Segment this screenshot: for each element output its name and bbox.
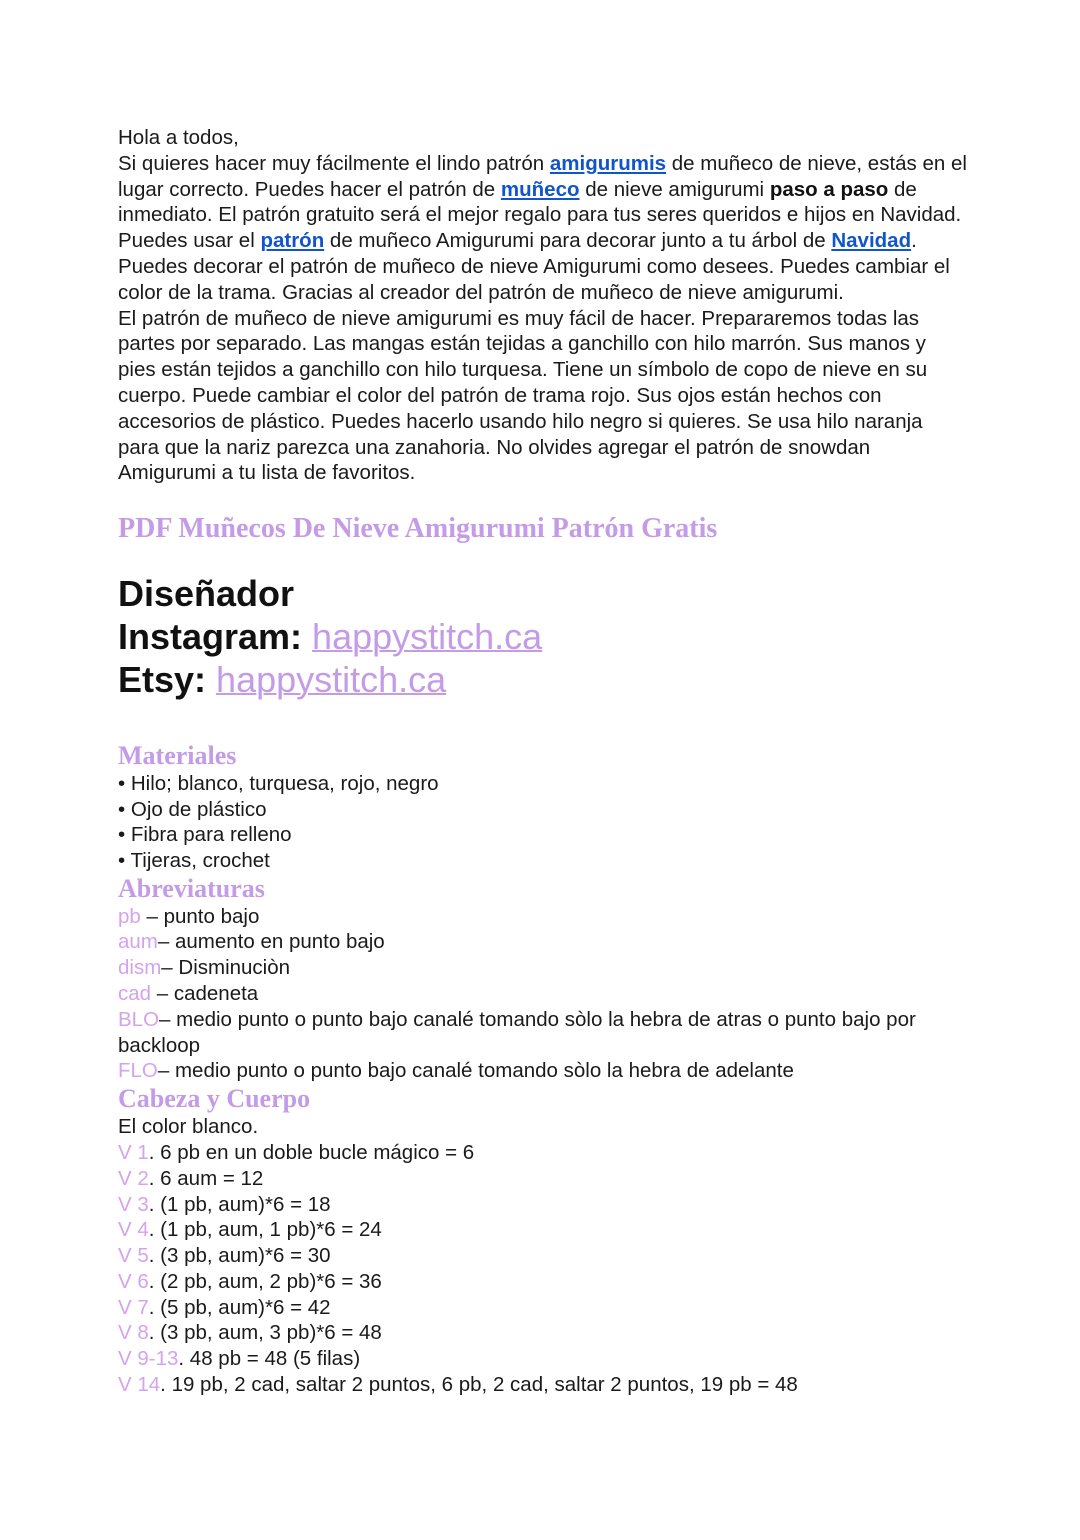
abbreviation-key: BLO [118,1007,160,1031]
etsy-row [118,658,968,701]
round-text: . (5 pb, aum)*6 = 42 [148,1295,331,1319]
materials-title: Materiales [118,741,237,771]
abbreviation-text: – punto bajo [140,904,260,928]
round-text: . 19 pb, 2 cad, saltar 2 puntos, 6 pb, 2 cad, saltar 2 puntos, 19 pb = 48 [160,1373,798,1397]
intro-text-e: de muñeco Amigurumi para decorar junto a tu árbol de [324,229,832,253]
round-key: V 1 [118,1140,149,1164]
round-text: . (1 pb, aum)*6 = 18 [148,1192,331,1216]
round-text: . 6 aum = 12 [148,1166,264,1190]
instagram-row [118,615,968,658]
material-item: • Fibra para relleno [118,823,292,847]
round-row [118,1166,968,1192]
round-key: V 6 [118,1269,149,1293]
material-item: • Tijeras, crochet [118,848,270,872]
instagram-link[interactable]: happystitch.ca [312,616,543,658]
abbreviation-key: dism [118,956,162,980]
link-patron[interactable]: patrón [260,229,325,253]
abbreviation-key: FLO [118,1059,158,1083]
head-body-rounds [118,1114,968,1398]
round-text: . 48 pb = 48 (5 filas) [178,1347,361,1371]
material-item: • Ojo de plástico [118,797,267,821]
intro-text-f: . Puedes decorar el patrón de muñeco de nieve Amigurumi como desees. Puedes cambiar el color de la trama. Gracias al creador del patrón de muñeco de nieve amigurumi. [118,229,950,304]
abbreviation-item [118,981,968,1007]
abbreviation-item [118,929,968,955]
bold-paso-a-paso: paso a paso [769,177,889,201]
round-key: V 8 [118,1321,149,1345]
abbreviation-text: – Disminuciòn [161,956,291,980]
intro-paragraph-2: El patrón de muñeco de nieve amigurumi es muy fácil de hacer. Prepararemos todas las partes por separado. Las mangas están tejidas a ganchillo con hilo marrón. Sus manos y pies están tejidos a ganchillo con hilo turquesa. Tiene un símbolo de copo de nieve en su cuerpo. Puede cambiar el color del patrón de trama rojo. Sus ojos están hechos con accesorios de plástico. Puedes hacerlo usando hilo negro si quieres. Se usa hilo naranja para que la nariz parezca una zanahoria. No olvides agregar el patrón de snowdan Amigurumi a tu lista de favoritos. [118,306,928,485]
round-text: . (3 pb, aum, 3 pb)*6 = 48 [148,1321,382,1345]
abbreviations-title: Abreviaturas [118,873,265,903]
round-row [118,1192,968,1218]
abbreviation-item [118,1007,968,1059]
etsy-label: Etsy: [118,659,217,701]
round-key: V 2 [118,1166,149,1190]
designer-block [118,572,968,701]
instagram-label: Instagram: [118,616,313,658]
color-note: El color blanco. [118,1115,259,1139]
round-text: . 6 pb en un doble bucle mágico = 6 [148,1140,475,1164]
abbreviation-text: – aumento en punto bajo [157,930,385,954]
head-body-title: Cabeza y Cuerpo [118,1084,311,1114]
abbreviation-key: aum [118,930,158,954]
intro-text-c: de nieve amigurumi [579,177,770,201]
document-content [118,125,968,1398]
round-key: V 4 [118,1218,149,1242]
round-key: V 9-13 [118,1347,179,1371]
intro-section [118,125,968,486]
round-text: . (1 pb, aum, 1 pb)*6 = 24 [148,1218,382,1242]
link-navidad[interactable]: Navidad [831,229,912,253]
round-row [118,1372,968,1398]
round-key: V 3 [118,1192,149,1216]
link-amigurumis[interactable]: amigurumis [549,151,667,175]
round-text: . (2 pb, aum, 2 pb)*6 = 36 [148,1269,382,1293]
round-text: . (3 pb, aum)*6 = 30 [148,1244,331,1268]
round-row [118,1295,968,1321]
round-row [118,1243,968,1269]
intro-text-d: de inmediato. El patrón gratuito será el mejor regalo para tus seres queridos e hijos en Navidad. Puedes usar el [118,177,962,253]
intro-paragraph-1 [118,151,968,306]
abbreviations-list [118,904,968,1085]
intro-text-b: de muñeco de nieve, estás en el lugar correcto. Puedes hacer el patrón de [118,151,967,201]
designer-heading: Diseñador [118,573,295,615]
link-muneco[interactable]: muñeco [500,177,580,201]
materials-list [118,771,968,873]
round-key: V 7 [118,1295,149,1319]
abbreviation-text: – medio punto o punto bajo canalé tomando sòlo la hebra de atras o punto bajo por backloop [118,1007,916,1057]
abbreviation-key: cad [118,981,152,1005]
abbreviation-item [118,955,968,981]
round-row [118,1217,968,1243]
abbreviation-key: pb [118,904,141,928]
round-key: V 5 [118,1244,149,1268]
round-row [118,1346,968,1372]
round-row [118,1320,968,1346]
intro-text-a: Si quieres hacer muy fácilmente el lindo patrón [118,151,550,175]
round-key: V 14 [118,1373,161,1397]
pdf-title: PDF Muñecos De Nieve Amigurumi Patrón Gratis [118,513,718,545]
greeting: Hola a todos, [118,126,239,149]
abbreviation-item [118,1058,968,1084]
material-item: • Hilo; blanco, turquesa, rojo, negro [118,772,439,796]
etsy-link[interactable]: happystitch.ca [216,659,447,701]
abbreviation-text: – cadeneta [151,981,259,1005]
round-row [118,1269,968,1295]
abbreviation-text: – medio punto o punto bajo canalé tomando sòlo la hebra de adelante [157,1059,794,1083]
round-row [118,1140,968,1166]
abbreviation-item [118,904,968,930]
